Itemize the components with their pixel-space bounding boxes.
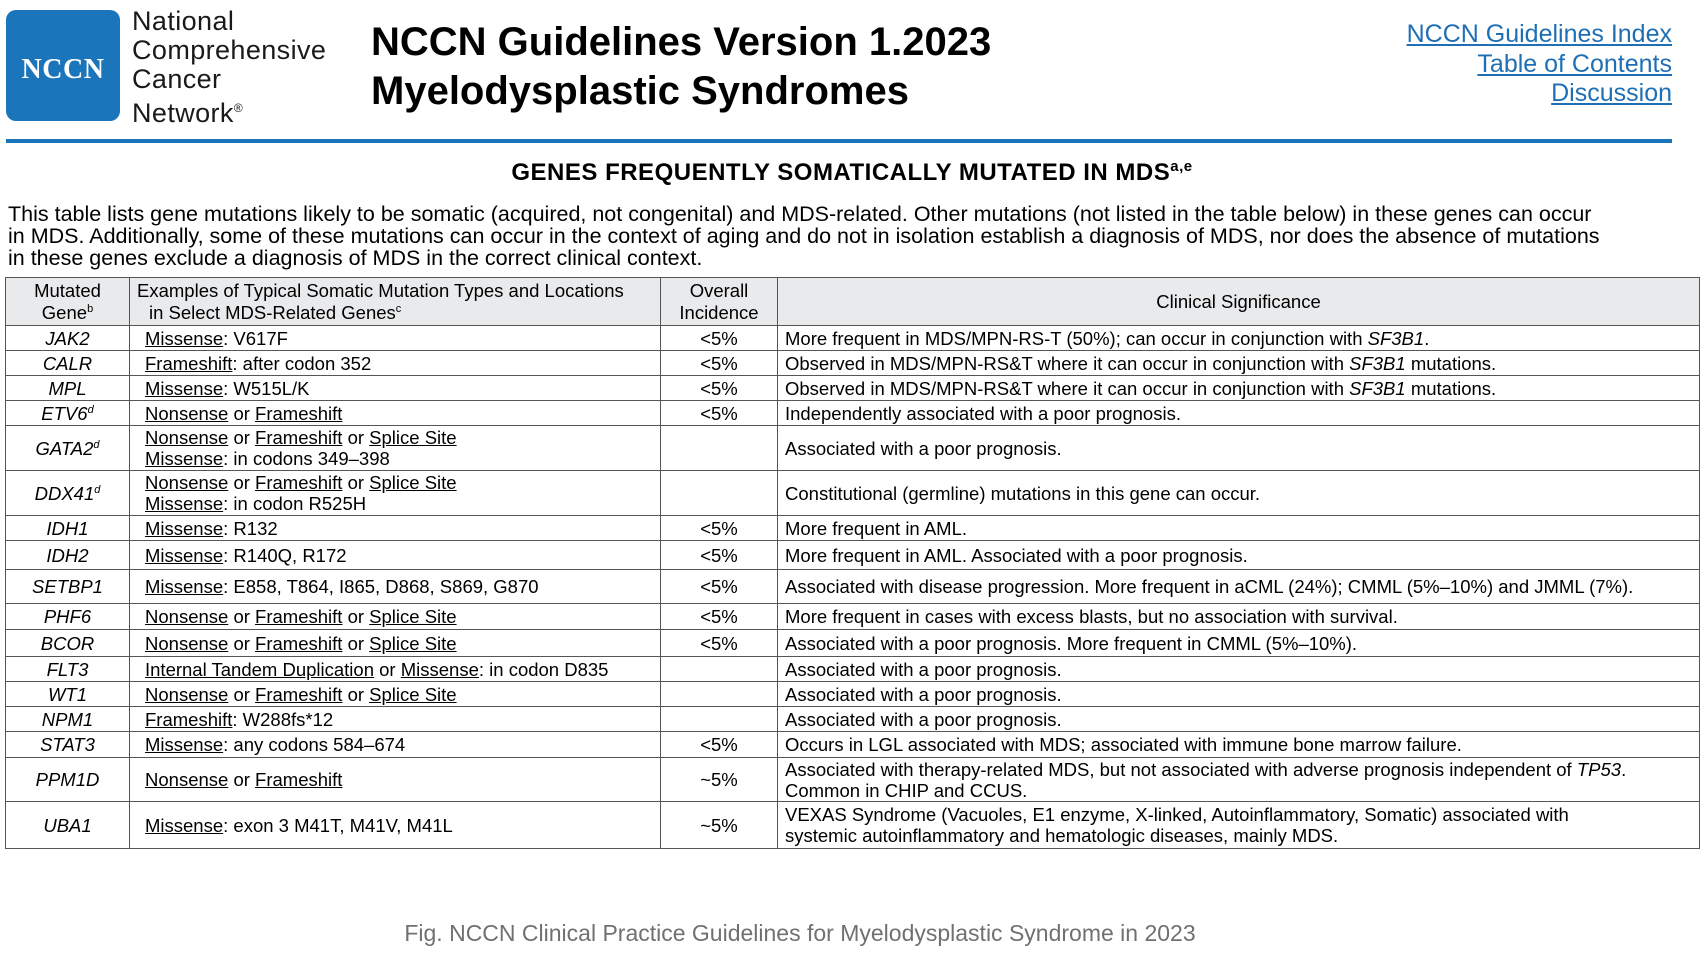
mutation-type-cell: Missense: V617F <box>130 326 661 351</box>
incidence-cell: <5% <box>661 604 778 630</box>
title-line-topic: Myelodysplastic Syndromes <box>371 69 909 113</box>
mutation-type-cell: Nonsense or Frameshift or Splice Site <box>130 604 661 630</box>
gene-mutation-table <box>5 277 1700 849</box>
significance-cell: Associated with disease progression. More frequent in aCML (24%); CMML (5%–10%) and JMML (7%). <box>778 570 1700 604</box>
header-mutation-types: Examples of Typical Somatic Mutation Types and Locations in Select MDS-Related Genes$^c$ <box>130 278 661 326</box>
significance-cell: Occurs in LGL associated with MDS; associated with immune bone marrow failure. <box>778 732 1700 758</box>
nccn-logo <box>6 10 120 121</box>
org-line: Comprehensive <box>132 35 327 65</box>
mutation-type-cell: Nonsense or Frameshift or Splice Site <box>130 630 661 657</box>
significance-cell: Associated with a poor prognosis. <box>778 682 1700 707</box>
incidence-cell: ~5% <box>661 802 778 849</box>
significance-cell: More frequent in AML. <box>778 516 1700 541</box>
header-overall-incidence: Overall Incidence <box>661 278 778 326</box>
incidence-cell <box>661 426 778 471</box>
page-header <box>0 0 1704 146</box>
mutation-type-cell: Missense: E858, T864, I865, D868, S869, G870 <box>130 570 661 604</box>
significance-cell: Observed in MDS/MPN-RS&T where it can occur in conjunction with SF3B1 mutations. <box>778 376 1700 401</box>
gene-cell: MPL <box>6 376 130 401</box>
title-line-version: NCCN Guidelines Version 1.2023 <box>371 20 992 64</box>
table-row <box>6 732 1700 758</box>
org-line: National <box>132 6 235 36</box>
incidence-cell: <5% <box>661 401 778 426</box>
significance-cell: More frequent in MDS/MPN-RS-T (50%); can occur in conjunction with SF3B1. <box>778 326 1700 351</box>
intro-line: in MDS. Additionally, some of these mutations can occur in the context of aging and do not in isolation establish a diagnosis of MDS, nor does the absence of mutations <box>8 224 1600 248</box>
table-row <box>6 401 1700 426</box>
mutation-type-cell: Nonsense or Frameshift or Splice Site Missense: in codon R525H <box>130 471 661 516</box>
gene-cell: ETV6$^d$ <box>6 401 130 426</box>
incidence-cell: <5% <box>661 630 778 657</box>
incidence-cell: <5% <box>661 516 778 541</box>
significance-cell: Associated with a poor prognosis. <box>778 707 1700 732</box>
mutation-type-cell: Missense: R140Q, R172 <box>130 541 661 570</box>
intro-line: This table lists gene mutations likely to be somatic (acquired, not congenital) and MDS-related. Other mutations (not listed in the table below) in these genes can occur <box>8 202 1592 226</box>
incidence-cell <box>661 471 778 516</box>
table-row <box>6 802 1700 849</box>
table-of-contents-link[interactable]: Table of Contents <box>1477 49 1672 78</box>
gene-cell: IDH2 <box>6 541 130 570</box>
table-row <box>6 630 1700 657</box>
mutation-type-cell: Frameshift: after codon 352 <box>130 351 661 376</box>
incidence-cell: <5% <box>661 351 778 376</box>
significance-cell: Independently associated with a poor prognosis. <box>778 401 1700 426</box>
title-footnote: a,e <box>1170 158 1193 175</box>
table-row <box>6 707 1700 732</box>
table-row <box>6 326 1700 351</box>
mutation-type-cell: Nonsense or Frameshift <box>130 758 661 802</box>
gene-cell: GATA2$^d$ <box>6 426 130 471</box>
intro-paragraph <box>8 203 1698 269</box>
logo-text: NCCN <box>21 54 105 85</box>
gene-cell: BCOR <box>6 630 130 657</box>
header-divider <box>6 139 1672 143</box>
table-row <box>6 471 1700 516</box>
mutation-type-cell: Nonsense or Frameshift <box>130 401 661 426</box>
table-row <box>6 541 1700 570</box>
mutation-type-cell: Missense: any codons 584–674 <box>130 732 661 758</box>
document-title <box>371 18 991 116</box>
gene-cell: SETBP1 <box>6 570 130 604</box>
mutation-type-cell: Missense: W515L/K <box>130 376 661 401</box>
organization-name <box>132 7 326 128</box>
table-header-row <box>6 278 1700 326</box>
significance-cell: Associated with a poor prognosis. More frequent in CMML (5%–10%). <box>778 630 1700 657</box>
org-line: Cancer <box>132 64 222 94</box>
incidence-cell: <5% <box>661 326 778 351</box>
mutation-type-cell: Nonsense or Frameshift or Splice Site <box>130 682 661 707</box>
significance-cell: More frequent in AML. Associated with a poor prognosis. <box>778 541 1700 570</box>
gene-cell: DDX41$^d$ <box>6 471 130 516</box>
table-row <box>6 604 1700 630</box>
table-row <box>6 426 1700 471</box>
gene-cell: CALR <box>6 351 130 376</box>
incidence-cell: <5% <box>661 541 778 570</box>
incidence-cell <box>661 682 778 707</box>
table-row <box>6 516 1700 541</box>
gene-cell: FLT3 <box>6 657 130 682</box>
gene-cell: NPM1 <box>6 707 130 732</box>
incidence-cell: <5% <box>661 376 778 401</box>
gene-cell: PPM1D <box>6 758 130 802</box>
gene-cell: WT1 <box>6 682 130 707</box>
figure-caption: Fig. NCCN Clinical Practice Guidelines for Myelodysplastic Syndrome in 2023 <box>404 920 1196 946</box>
mutation-type-cell: Nonsense or Frameshift or Splice Site Missense: in codons 349–398 <box>130 426 661 471</box>
registered-mark: ® <box>233 101 244 115</box>
section-title: GENES FREQUENTLY SOMATICALLY MUTATED IN MDS$^{a,e}$ <box>511 158 1193 186</box>
table-row <box>6 376 1700 401</box>
gene-cell: UBA1 <box>6 802 130 849</box>
significance-cell: Associated with a poor prognosis. <box>778 657 1700 682</box>
incidence-cell <box>661 657 778 682</box>
incidence-cell: <5% <box>661 732 778 758</box>
incidence-cell: ~5% <box>661 758 778 802</box>
discussion-link[interactable]: Discussion <box>1551 79 1672 107</box>
incidence-cell <box>661 707 778 732</box>
table-row <box>6 682 1700 707</box>
mutation-type-cell: Missense: R132 <box>130 516 661 541</box>
header-clinical-significance: Clinical Significance <box>778 278 1700 326</box>
significance-cell: More frequent in cases with excess blasts, but no association with survival. <box>778 604 1700 630</box>
gene-cell: IDH1 <box>6 516 130 541</box>
mutation-type-cell: Missense: exon 3 M41T, M41V, M41L <box>130 802 661 849</box>
org-line: Network® <box>132 98 244 128</box>
significance-cell: Constitutional (germline) mutations in this gene can occur. <box>778 471 1700 516</box>
guidelines-index-link[interactable]: NCCN Guidelines Index <box>1406 20 1672 48</box>
table-row <box>6 657 1700 682</box>
significance-cell: VEXAS Syndrome (Vacuoles, E1 enzyme, X-linked, Autoinflammatory, Somatic) associated with systemic autoinflammatory and hematologic diseases, mainly MDS. <box>778 802 1700 849</box>
significance-cell: Observed in MDS/MPN-RS&T where it can occur in conjunction with SF3B1 mutations. <box>778 351 1700 376</box>
mutation-type-cell: Frameshift: W288fs*12 <box>130 707 661 732</box>
table-row <box>6 351 1700 376</box>
significance-cell: Associated with therapy-related MDS, but not associated with adverse prognosis independent of TP53. Common in CHIP and CCUS. <box>778 758 1700 802</box>
gene-cell: STAT3 <box>6 732 130 758</box>
significance-cell: Associated with a poor prognosis. <box>778 426 1700 471</box>
table-row <box>6 758 1700 802</box>
intro-line: in these genes exclude a diagnosis of MDS in the correct clinical context. <box>8 246 703 270</box>
header-mutated-gene: Mutated Gene$^b$ <box>6 278 130 326</box>
table-row <box>6 570 1700 604</box>
nav-links <box>1407 20 1672 109</box>
gene-cell: PHF6 <box>6 604 130 630</box>
incidence-cell: <5% <box>661 570 778 604</box>
gene-cell: JAK2 <box>6 326 130 351</box>
mutation-type-cell: Internal Tandem Duplication or Missense: in codon D835 <box>130 657 661 682</box>
